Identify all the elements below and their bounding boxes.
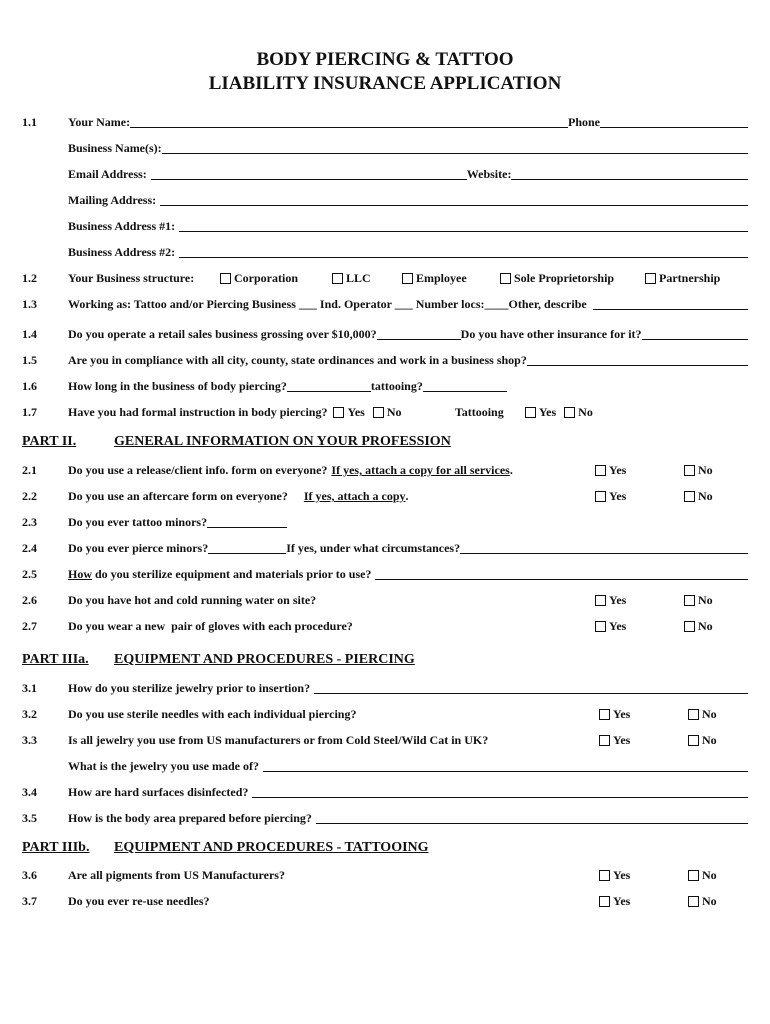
row-3-6 [22,865,748,883]
retail-sales-field[interactable] [377,327,461,340]
checkbox-icon[interactable] [564,407,575,418]
row-3-4 [22,782,748,800]
email-field[interactable] [151,167,467,180]
hard-surfaces-field[interactable] [252,785,748,798]
row-1-2 [22,268,748,286]
sterile-needles-no[interactable]: No [688,707,717,722]
running-water-no[interactable]: No [684,593,713,608]
option-employee[interactable]: Employee [402,271,500,286]
row-3-1 [22,678,748,696]
row-1-1 [22,112,748,130]
aftercare-no[interactable]: No [684,489,713,504]
item-number: 3.4 [22,785,37,799]
row-3-7 [22,891,748,909]
release-form-question: Do you use a release/client info. form on everyone? [68,463,328,477]
checkbox-icon[interactable] [220,273,231,284]
sterile-needles-yes[interactable]: Yes [599,707,630,722]
pigments-question: Are all pigments from US Manufacturers? [68,868,285,882]
pigments-no[interactable]: No [688,868,717,883]
business-address-2-label: Business Address #2: [68,245,176,259]
aftercare-yes[interactable]: Yes [595,489,626,504]
tattoo-minors-question: Do you ever tattoo minors? [68,515,208,529]
row-2-2: 2.2 Do you use an aftercare form on everyone? If yes, attach a copy . Yes No [22,489,713,503]
checkbox-icon[interactable] [599,870,610,881]
business-address-1-field[interactable] [179,219,748,232]
part-3a-title: EQUIPMENT AND PROCEDURES - PIERCING [114,652,415,667]
item-number: 1.5 [22,353,37,367]
other-insurance-field[interactable] [642,327,748,340]
body-prep-question: How is the body area prepared before piercing? [68,811,312,825]
checkbox-icon[interactable] [599,709,610,720]
reuse-needles-yes[interactable]: Yes [599,894,630,909]
reuse-needles-question: Do you ever re-use needles? [68,894,210,908]
item-number: 3.5 [22,811,37,825]
running-water-yes[interactable]: Yes [595,593,626,608]
hard-surfaces-question: How are hard surfaces disinfected? [68,785,249,799]
business-structure-label: Your Business structure: [68,271,195,285]
row-1-7 [22,402,748,420]
mailing-address-label: Mailing Address: [68,193,157,207]
mailing-address-field[interactable] [160,193,748,206]
aftercare-note: If yes, attach a copy [303,489,406,503]
checkbox-icon[interactable] [373,407,384,418]
checkbox-icon[interactable] [684,621,695,632]
part-3b-heading [22,836,748,856]
item-number: 3.1 [22,681,37,695]
checkbox-icon[interactable] [688,896,699,907]
sterile-needles-question: Do you use sterile needles with each individual piercing? [68,707,357,721]
pierce-minors-field[interactable] [208,541,286,554]
gloves-question: Do you wear a new pair of gloves with each procedure? [68,619,353,633]
email-label: Email Address: [68,167,147,181]
retail-sales-question: Do you operate a retail sales business grossing over $10,000? [68,327,377,341]
item-number: 1.6 [22,379,37,393]
row-1-3 [22,294,748,312]
checkbox-icon[interactable] [599,896,610,907]
item-number: 2.4 [22,541,37,555]
row-3-3 [22,730,748,748]
checkbox-icon[interactable] [525,407,536,418]
business-address-2-field[interactable] [179,245,748,258]
checkbox-icon[interactable] [332,273,343,284]
row-2-3 [22,512,748,530]
jewelry-origin-no[interactable]: No [688,733,717,748]
item-number: 1.3 [22,297,37,311]
tattooing-years-field[interactable] [423,379,507,392]
release-form-no[interactable]: No [684,463,713,478]
business-names-field[interactable] [162,141,748,154]
body-prep-field[interactable] [316,811,748,824]
item-number: 1.7 [22,405,37,419]
circumstances-label: If yes, under what circumstances? [286,541,461,555]
checkbox-icon[interactable] [595,465,606,476]
row-mailing-address [22,190,748,208]
tattooing-years-label: tattooing? [370,379,423,393]
tattooing-yes-option[interactable]: Yes [525,405,556,420]
sterilize-jewelry-field[interactable] [314,681,748,694]
piercing-years-question: How long in the business of body piercing? [68,379,287,393]
checkbox-icon[interactable] [688,870,699,881]
phone-field[interactable] [600,115,748,128]
item-number: 3.6 [22,868,37,882]
row-3-3b [22,756,748,774]
row-3-5 [22,808,748,826]
item-number: 2.6 [22,593,37,607]
item-number: 2.2 [22,489,37,503]
website-label: Website: [466,167,512,181]
row-1-6 [22,376,748,394]
website-field[interactable] [511,167,748,180]
option-llc[interactable]: LLC [332,271,402,286]
checkbox-icon[interactable] [599,735,610,746]
checkbox-icon[interactable] [688,709,699,720]
other-describe-field[interactable] [593,297,748,310]
row-3-2 [22,704,748,722]
working-as-label: Working as: Tattoo and/or Piercing Business ___ Ind. Operator ___ Number locs:____Other, describe [68,297,587,311]
release-form-yes[interactable]: Yes [595,463,626,478]
formal-instruction-question: Have you had formal instruction in body piercing? [68,405,328,419]
part-3b-title: EQUIPMENT AND PROCEDURES - TATTOOING [114,840,429,855]
gloves-no[interactable]: No [684,619,713,634]
business-address-1-label: Business Address #1: [68,219,176,233]
row-2-7 [22,616,748,634]
reuse-needles-no[interactable]: No [688,894,717,909]
item-number: 3.2 [22,707,37,721]
pigments-yes[interactable]: Yes [599,868,630,883]
item-number: 3.7 [22,894,37,908]
form-title-line1: BODY PIERCING & TATTOO [256,49,514,70]
how-word: How [68,567,92,581]
form-title-line2: LIABILITY INSURANCE APPLICATION [208,73,562,94]
item-number: 1.1 [22,115,37,129]
sterilize-field[interactable] [375,567,748,580]
checkbox-icon[interactable] [684,595,695,606]
part-2-heading [22,430,748,450]
row-1-4 [22,324,748,342]
option-corporation[interactable]: Corporation [220,271,332,286]
checkbox-icon[interactable] [333,407,344,418]
jewelry-origin-yes[interactable]: Yes [599,733,630,748]
business-names-label: Business Name(s): [68,141,162,155]
row-1-5 [22,350,748,368]
piercing-years-field[interactable] [287,379,371,392]
other-insurance-question: Do you have other insurance for it? [460,327,642,341]
jewelry-material-field[interactable] [263,759,748,772]
gloves-yes[interactable]: Yes [595,619,626,634]
checkbox-icon[interactable] [402,273,413,284]
your-name-field[interactable] [130,115,568,128]
aftercare-question: Do you use an aftercare form on everyone? [68,489,288,503]
running-water-question: Do you have hot and cold running water on site? [68,593,317,607]
checkbox-icon[interactable] [595,621,606,632]
tattooing-no-option[interactable]: No [564,405,593,420]
option-sole-proprietorship[interactable]: Sole Proprietorship [500,271,645,286]
checkbox-icon[interactable] [595,595,606,606]
part-3b-label: PART IIIb. [22,840,90,855]
part-2-label: PART II. [22,434,77,449]
item-number: 3.3 [22,733,37,747]
your-name-label: Your Name: [68,115,131,129]
phone-label: Phone [567,115,600,129]
item-number: 2.5 [22,567,37,581]
circumstances-field[interactable] [460,541,748,554]
jewelry-origin-question: Is all jewelry you use from US manufacturers or from Cold Steel/Wild Cat in UK? [68,733,489,747]
item-number: 2.3 [22,515,37,529]
row-business-names [22,138,748,156]
tattooing-label: Tattooing [454,405,504,419]
sterilize-jewelry-question: How do you sterilize jewelry prior to insertion? [68,681,311,695]
sterilize-question: do you sterilize equipment and materials prior to use? [92,567,372,581]
row-2-1: 2.1 Do you use a release/client info. form on everyone? If yes, attach a copy for all services . Yes No [22,463,713,477]
compliance-question: Are you in compliance with all city, county, state ordinances and work in a business shop? [68,353,527,367]
compliance-field[interactable] [527,353,748,366]
pierce-minors-question: Do you ever pierce minors? [68,541,209,555]
item-number: 2.7 [22,619,37,633]
checkbox-icon[interactable] [500,273,511,284]
item-number: 1.2 [22,271,37,285]
row-business-address-2 [22,242,748,260]
row-email-website [22,164,748,182]
tattoo-minors-field[interactable] [207,515,287,528]
checkbox-icon[interactable] [684,465,695,476]
row-business-address-1 [22,216,748,234]
piercing-yes-option[interactable]: Yes [333,405,364,420]
part-3a-heading [22,648,748,668]
row-2-6 [22,590,748,608]
checkbox-icon[interactable] [645,273,656,284]
option-partnership[interactable]: Partnership [645,271,720,286]
item-number: 1.4 [22,327,37,341]
part-2-title: GENERAL INFORMATION ON YOUR PROFESSION [114,434,451,449]
part-3a-label: PART IIIa. [22,652,89,667]
checkbox-icon[interactable] [595,491,606,502]
checkbox-icon[interactable] [688,735,699,746]
row-2-5 [22,564,748,582]
piercing-no-option[interactable]: No [373,405,455,420]
checkbox-icon[interactable] [684,491,695,502]
row-2-4 [22,538,748,556]
item-number: 2.1 [22,463,37,477]
release-form-note: If yes, attach a copy for all services [331,463,510,477]
jewelry-material-question: What is the jewelry you use made of? [68,759,259,773]
